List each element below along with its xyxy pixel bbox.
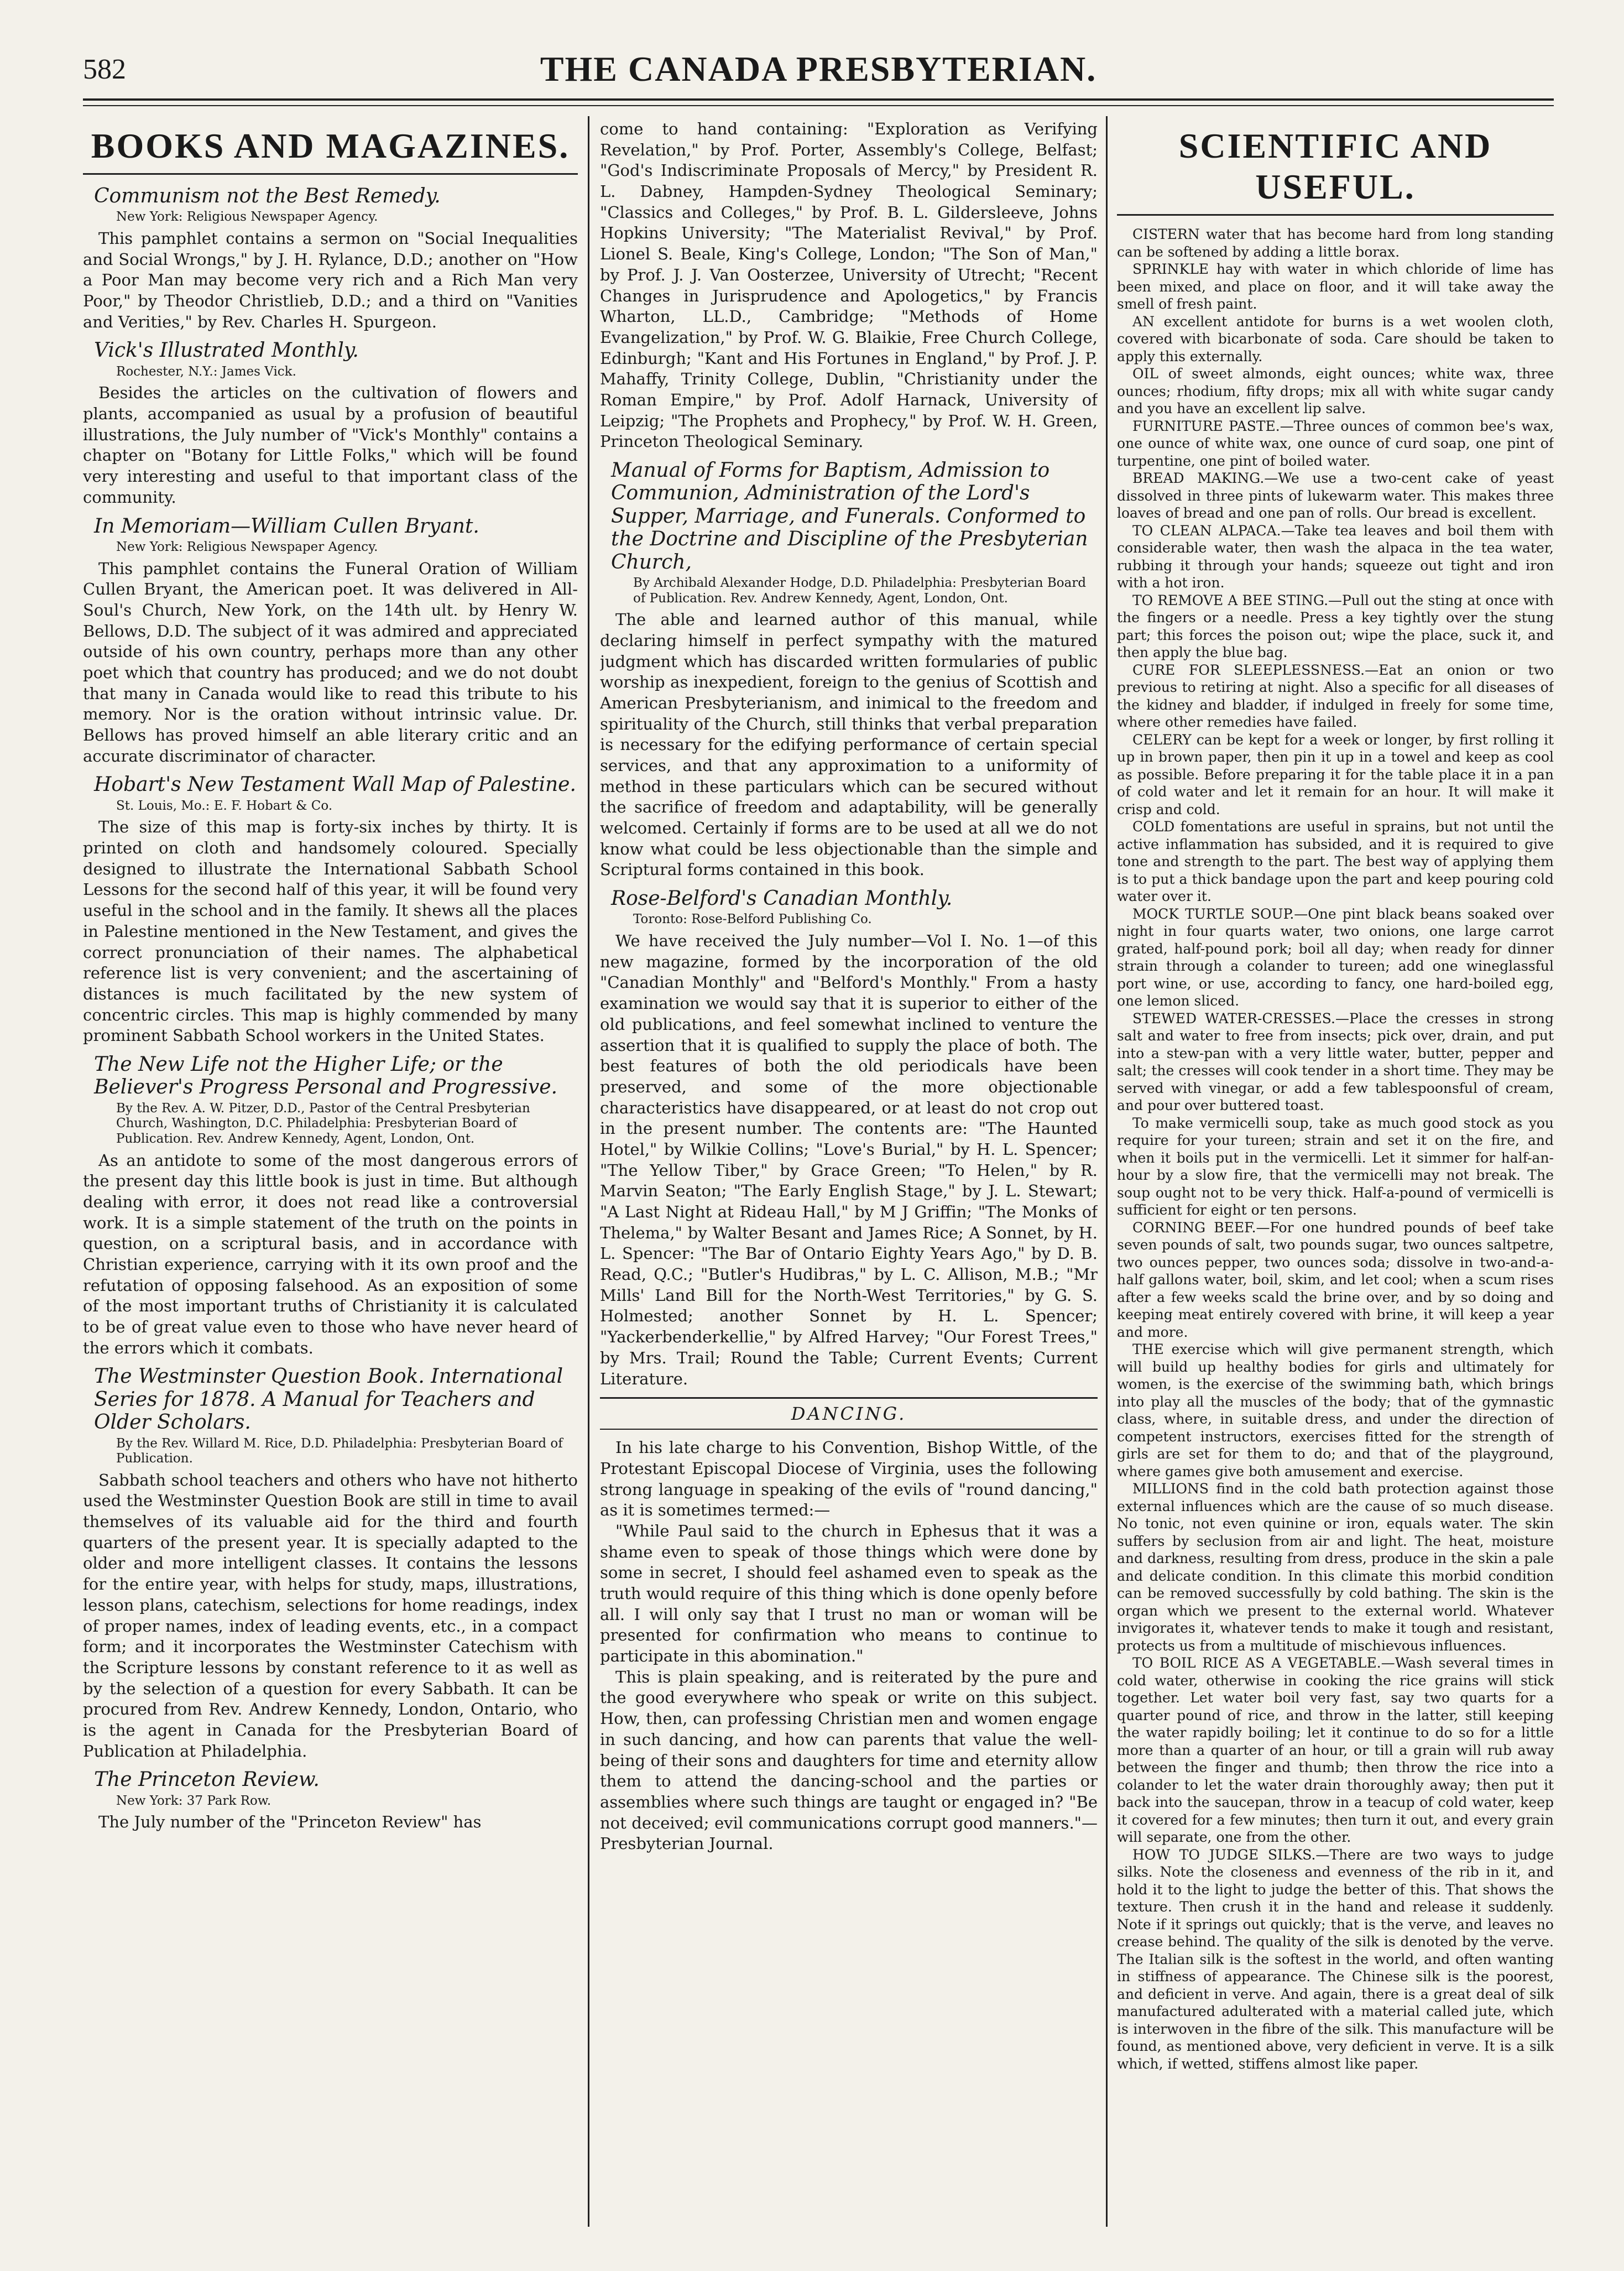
column-divider [1106,116,1108,2227]
article-paragraph: "While Paul said to the church in Ephesus that it was a shame even to speak of those things which were done by some in secret, I should feel ashamed even to speak as the truth would require of this thing which is done openly before all. I will only say that I trust no man or woman will be presented for confirmation who means to continue to participate in this abomination." [600,1521,1098,1666]
entry-publisher: By Archibald Alexander Hodge, D.D. Philadelphia: Presbyterian Board of Publication. Rev. Andrew Kennedy, Agent, London, Ont. [633,575,1087,606]
book-entries [83,185,578,1833]
tips-list [1117,226,1554,2072]
entry-publisher: Toronto: Rose-Belford Publishing Co. [633,912,872,927]
entry-body: Besides the articles on the cultivation of flowers and plants, accompanied as usual by a profusion of beautiful illustrations, the July number of "Vick's Monthly" contains a chapter on "Botany for Little Folks," which will be found very interesting and useful to that important class of the community. [83,383,578,507]
page-number: 582 [83,54,126,85]
tip-paragraph: MILLIONS find in the cold bath protection against those external influences which are the cause of so much disease. No tonic, not even quinine or iron, equals water. The skin suffers by seclusion from air and light. The heat, moisture and darkness, resulting from dress, produce in the skin a pale and delicate condition. In this climate this morbid condition can be removed successfully by cold bathing. The skin is the organ which we present to the external world. Whatever invigorates it, whatever tends to make it tough and resistant, protects us from a multitude of mischievous influences. [1117,1481,1554,1654]
tip-paragraph: TO REMOVE A BEE STING.—Pull out the sting at once with the fingers or a needle. Press a key tightly over the stung part; this forces the poison out; wipe the place, suck it, and then apply the blue bag. [1117,592,1554,660]
tip-paragraph: FURNITURE PASTE.—Three ounces of common bee's wax, one ounce of white wax, one ounce of curd soap, one pint of turpentine, one pint of boiled water. [1117,418,1554,469]
tip-paragraph: CURE FOR SLEEPLESSNESS.—Eat an onion or two previous to retiring at night. Also a specific for all diseases of the kidney and bladder, if indulged in freely for some time, where other remedies have failed. [1117,661,1554,730]
entry-body: We have received the July number—Vol I. No. 1—of this new magazine, formed by the incorporation of the old "Canadian Monthly" and "Belford's Monthly." From a hasty examination we would say that it is superior to either of the old publications, and feel somewhat inclined to venture the assertion that it is qualified to supply the place of both. The best features of both the old periodicals have been preserved, and some of the more objectionable characteristics have disappeared, or at least do not crop out in the present number. The contents are: "The Haunted Hotel," by Wilkie Collins; "Love's Burial," by H. L. Spencer; "The Yellow Tiber," by Grace Green; "To Helen," by R. Marvin Seaton; "The Early English Stage," by J. L. Stewart; "A Last Night at Rideau Hall," by M J Griffin; "The Monks of Thelema," by Walter Besant and James Rice; A Sonnet, by H. L. Spencer: "The Bar of Ontario Eighty Years Ago," by D. B. Read, Q.C.; "Butler's Hudibras," by L. C. Allison, M.B.; "Mr Mills' Land Bill for the North-West Territories," by G. S. Holmested; another Sonnet by H. L. Spencer; "Yackerbenderkellie," by Alfred Harvey; "Our Forest Trees," by Mrs. Trail; Round the Table; Current Events; Current Literature. [600,931,1098,1388]
tip-paragraph: CISTERN water that has become hard from long standing can be softened by adding a little borax. [1117,226,1554,260]
article-paragraph: This is plain speaking, and is reiterated by the pure and the good everywhere who speak or write on this subject. How, then, can professing Christian men and women engage in such dancing, and how can parents that value the well-being of their sons and daughters for time and eternity allow them to attend the dancing-school and the parties or assemblies where such things are taught or engaged in? "Be not deceived; evil communications corrupt good manners."—Presbyterian Journal. [600,1667,1098,1853]
entry-publisher: St. Louis, Mo.: E. F. Hobart & Co. [116,798,333,813]
book-entries [600,459,1098,1389]
tip-paragraph: TO CLEAN ALPACA.—Take tea leaves and boil them with considerable water, then wash the alpaca in the tea water, rubbing it through your hands; squeeze out tight and iron with a hot iron. [1117,522,1554,591]
section-title: SCIENTIFIC AND USEFUL. [1117,126,1554,216]
article-body [600,1437,1098,1855]
tip-paragraph: MOCK TURTLE SOUP.—One pint black beans soaked over night in four quarts water, two onions, one large carrot grated, half-pound pork; boil all day; when ready for dinner strain through a colander to tureen; add one wineglassful port wine, or use, according to fancy, one hard-boiled egg, one lemon sliced. [1117,905,1554,1009]
entry-title: The Westminster Question Book. International Series for 1878. A Manual for Teachers and Older Scholars. [94,1365,563,1434]
tip-paragraph: THE exercise which will give permanent strength, which will build up healthy bodies for girls and ultimately for women, is the exercise of the swimming bath, which brings into play all the muscles of the body; that of the gymnastic class, where, in suitable dress, and under the direction of competent instructors, exercises fitted for the strength of girls are set for them to do; and that of the playground, where games give both amusement and exercise. [1117,1341,1554,1480]
entry-title: The Princeton Review. [94,1768,320,1791]
tip-paragraph: STEWED WATER-CRESSES.—Place the cresses in strong salt and water to free from insects; pick over, drain, and put into a stew-pan with a very little water, butter, pepper and salt; the cresses will cook tender in a short time. They may be served with vinegar, or add a few tablespoonsful of cream, and pour over buttered toast. [1117,1010,1554,1113]
entry-title: Hobart's New Testament Wall Map of Palestine. [94,773,576,796]
tip-paragraph: OIL of sweet almonds, eight ounces; white wax, three ounces; rhodium, fifty drops; mix all with white sugar candy and you have an excellent lip salve. [1117,366,1554,416]
tip-paragraph: CORNING BEEF.—For one hundred pounds of beef take seven pounds of salt, two pounds sugar, two ounces saltpetre, two ounces pepper, two ounces soda; dissolve in two-and-a-half gallons water, boil, skim, and let cool; when a scum rises after a few weeks scald the brine over, and by so doing and keeping meat entirely covered with brine, it will keep a year and more. [1117,1219,1554,1340]
header-rule-thin [83,105,1554,106]
entry-body: The able and learned author of this manual, while declaring himself in perfect sympathy with the matured judgment which has discarded written formularies of public worship as inexpedient, foreign to the genius of Scottish and American Presbyterianism, and inimical to the freedom and spirituality of the Church, still thinks that verbal preparation is necessary for the edifying performance of certain special services, and that any approximation to a uniformity of method in these particulars which can be secured without the sacrifice of freedom and adaptability, will be generally welcomed. Certainly if forms are to be used at all we do not know what could be less objectionable than the simple and Scriptural forms contained in this book. [600,610,1098,879]
tip-paragraph: COLD fomentations are useful in sprains, but not until the active inflammation has subsided, and it is required to give tone and strength to the part. The best way of applying them is to put a thick bandage upon the part and keep pouring cold water over it. [1117,819,1554,904]
tip-paragraph: To make vermicelli soup, take as much good stock as you require for your tureen; strain and set it on the fire, and when it boils put in the vermicelli. Let it simmer for half-an-hour by a slow fire, that the vermicelli may not break. The soup ought not to be very thick. Half-a-pound of vermicelli is sufficient for eight or ten persons. [1117,1114,1554,1218]
middle-column [600,119,1098,2221]
article-title: DANCING. [600,1397,1098,1430]
tip-paragraph: CELERY can be kept for a week or longer, by first rolling it up in brown paper, then pin it up in a towel and keep as cool as possible. Before preparing it for the table place it in a pan of cold water and let it remain for an hour. It will make it crisp and cold. [1117,731,1554,817]
article-paragraph: In his late charge to his Convention, Bishop Wittle, of the Protestant Episcopal Diocese of Virginia, uses the following strong language in speaking of the evils of "round dancing," as it is sometimes termed:— [600,1438,1098,1520]
review-continuation: come to hand containing: "Exploration as Verifying Revelation," by Prof. Porter, Assembly's College, Belfast; "God's Indiscriminate Proposals of Mercy," by President R. L. Dabney, Hampden-Sydney Theological Seminary; "Classics and Colleges," by Prof. B. L. Gildersleeve, Johns Hopkins University; "The Materialist Revival," by Prof. Lionel S. Beale, King's College, London; "The Son of Man," by Prof. J. J. Van Oosterzee, University of Utrecht; "Recent Changes in Jurisprudence and Apologetics," by Francis Wharton, LL.D., Cambridge; "Methods of Home Evangelization," by Prof. W. G. Blaikie, Free Church College, Edinburgh; "Kant and His Fortunes in England," by Prof. J. P. Mahaffy, Trinity College, Dublin, "Christianity under the Roman Empire," by Prof. Adolf Harnack, University of Leipzig; "The Prophets and Prophecy," by Prof. W. H. Green, Princeton Theological Seminary. [600,119,1098,451]
entry-publisher: By the Rev. Willard M. Rice, D.D. Philadelphia: Presbyterian Board of Publication. [116,1436,563,1466]
entry-body: The size of this map is forty-six inches by thirty. It is printed on cloth and handsomely coloured. Specially designed to illustrate the International Sabbath School Lessons for the second half of this year, it will be found very useful in the school and in the family. It shews all the places in Palestine mentioned in the New Testament, and gives the correct pronunciation of their names. The alphabetical reference list is very convenient; and the ascertaining of distances is much facilitated by the new system of concentric circles. This map is highly commended by many prominent Sabbath School workers in the United States. [83,817,578,1045]
entry-body: The July number of the "Princeton Review" has [98,1812,482,1832]
entry-publisher: By the Rev. A. W. Pitzer, D.D., Pastor of the Central Presbyterian Church, Washington, D.C. Philadelphia: Presbyterian Board of Publication. Rev. Andrew Kennedy, Agent, London, Ont. [116,1101,530,1146]
section-title: BOOKS AND MAGAZINES. [83,126,578,175]
page-header [83,49,1554,93]
entry-body: Sabbath school teachers and others who have not hitherto used the Westminster Question Book are still in time to avail themselves of its valuable aid for the third and fourth quarters of the present year. It is specially adapted to the older and more intelligent classes. It contains the lessons for the entire year, with helps for study, maps, illustrations, lesson plans, catechism, selections for home readings, index of proper names, index of leading events, etc., in a compact form; and it incorporates the Westminster Catechism with the Scripture lessons by constant reference to it as well as by the selection of a question for every Sabbath. It can be procured from Rev. Andrew Kennedy, London, Ontario, who is the agent in Canada for the Presbyterian Board of Publication at Philadelphia. [83,1470,578,1760]
newspaper-title: THE CANADA PRESBYTERIAN. [540,49,1097,88]
tip-paragraph: BREAD MAKING.—We use a two-cent cake of yeast dissolved in three pints of lukewarm water. This makes three loaves of bread and one pan of rolls. Our bread is excellent. [1117,470,1554,521]
header-rule [83,98,1554,101]
tip-paragraph: SPRINKLE hay with water in which chloride of lime has been mixed, and place on floor, and it will take away the smell of fresh paint. [1117,261,1554,312]
books-and-magazines-column [83,119,578,2221]
entry-publisher: New York: 37 Park Row. [116,1793,271,1808]
entry-body: This pamphlet contains a sermon on "Social Inequalities and Social Wrongs," by J. H. Rylance, D.D.; another on "How a Poor Man may become very rich and a Rich Man very Poor," by Theodor Christlieb, D.D.; and a third on "Vanities and Verities," by Rev. Charles H. Spurgeon. [83,228,578,331]
entry-title: Manual of Forms for Baptism, Admission to Communion, Administration of the Lord's Supper, Marriage, and Funerals. Conformed to the Doctrine and Discipline of the Presbyterian Church, [611,459,1088,574]
scientific-and-useful-column [1117,119,1554,2221]
entry-title: In Memoriam—William Cullen Bryant. [94,514,479,538]
entry-title: Vick's Illustrated Monthly. [94,339,359,362]
entry-title: Rose-Belford's Canadian Monthly. [611,887,953,910]
entry-publisher: New York: Religious Newspaper Agency. [116,539,378,554]
entry-title: Communism not the Best Remedy. [94,185,441,207]
tip-paragraph: HOW TO JUDGE SILKS.—There are two ways to judge silks. Note the closeness and evenness of the rib in it, and hold it to the light to judge the better of this. That shows the texture. Then crush it in the hand and release it suddenly. Note if it springs out quickly; that is the verve, and leaves no crease behind. The quality of the silk is denoted by the verve. The Italian silk is the softest in the world, and often wanting in stiffness of appearance. The Chinese silk is the poorest, and deficient in verve. And again, there is a great deal of silk manufactured adulterated with a material called jute, which is interwoven in the fibre of the silk. This manufacture will be found, as mentioned above, very deficient in verve. It is a silk which, if wetted, stiffens almost like paper. [1117,1846,1554,2072]
entry-body: This pamphlet contains the Funeral Oration of William Cullen Bryant, the American poet. It was delivered in All-Soul's Church, New York, on the 14th ult. by Henry W. Bellows, D.D. The subject of it was admired and appreciated outside of his own country, perhaps more than any other poet which that country has produced; and we do not doubt that many in Canada would like to read this tribute to his memory. Nor is the oration without intrinsic value. Dr. Bellows has proved himself an able literary critic and an accurate discriminator of character. [83,559,578,765]
tip-paragraph: TO BOIL RICE AS A VEGETABLE.—Wash several times in cold water, otherwise in cooking the rice grains will stick together. Let water boil very fast, say two quarts for a quarter pound of rice, and throw in the latter, still keeping the water rapidly boiling; let it continue to do so for a little more than a quarter of an hour, or till a grain will rub away between the finger and thumb; then throw the rice into a colander to let the water drain thoroughly away; then put it back into the saucepan, throw in a teacup of cold water, keep it covered for a few minutes; then turn it out, and every grain will separate, one from the other. [1117,1655,1554,1845]
column-divider [588,116,589,2227]
entry-title: The New Life not the Higher Life; or the Believer's Progress Personal and Progressive. [94,1053,558,1099]
entry-body: As an antidote to some of the most dangerous errors of the present day this little book is just in time. But although dealing with error, it does not read like a controversial work. It is a simple statement of the truth on the points in question, on a scriptural basis, and in accordance with Christian experience, carrying with it its own proof and the refutation of opposing falsehood. As an exposition of some of the most important truths of Christianity it is calculated to be of great value even to those who have never heard of the errors which it combats. [83,1150,578,1357]
entry-publisher: Rochester, N.Y.: James Vick. [116,364,296,379]
entry-publisher: New York: Religious Newspaper Agency. [116,210,378,225]
tip-paragraph: AN excellent antidote for burns is a wet woolen cloth, covered with bicarbonate of soda. Care should be taken to apply this externally. [1117,313,1554,364]
